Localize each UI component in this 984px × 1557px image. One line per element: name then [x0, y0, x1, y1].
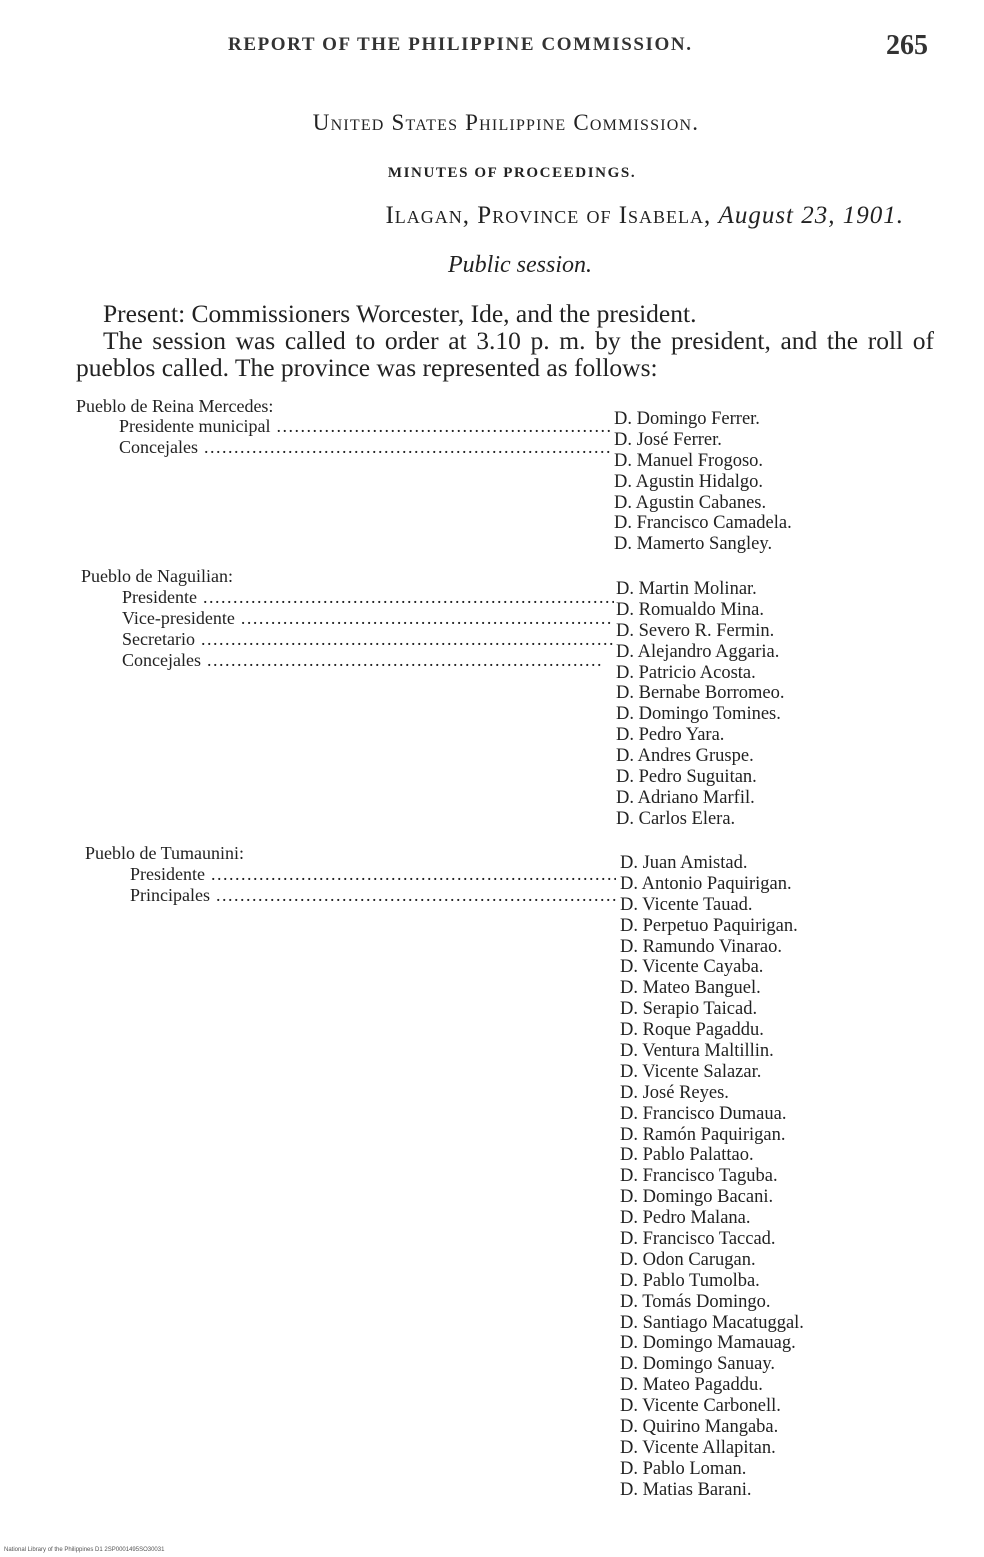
list-item: D. Pedro Yara. — [616, 725, 725, 746]
list-item: D. Mateo Banguel. — [620, 978, 761, 999]
role-label: Concejales ..... — [122, 650, 604, 671]
role-label: Concejales ..... — [119, 437, 613, 458]
list-item: D. Agustin Cabanes. — [614, 492, 767, 513]
list-item: D. Domingo Mamauag. — [620, 1333, 796, 1354]
list-item: D. Santiago Macatuggal. — [620, 1312, 804, 1333]
attendance-paragraph: Present: Commissioners Worcester, Ide, and the president. — [103, 299, 697, 328]
list-item: D. José Ferrer. — [614, 429, 722, 450]
list-item: D. Vicente Salazar. — [620, 1061, 762, 1082]
list-item: D. Romualdo Mina. — [616, 599, 764, 620]
pueblo-heading-reina-mercedes: Pueblo de Reina Mercedes: — [76, 396, 274, 416]
list-item: D. Pablo Palattao. — [620, 1145, 754, 1166]
list-item: D. Francisco Taccad. — [620, 1229, 776, 1250]
dateline-place: Ilagan, Province of Isabela, — [385, 202, 712, 229]
role-label: Presidente ..... — [130, 864, 616, 885]
list-item: D. Pablo Loman. — [620, 1458, 747, 1479]
list-item: D. Domingo Ferrer. — [614, 409, 760, 429]
list-item: D. Domingo Bacani. — [620, 1187, 774, 1208]
list-item: D. Manuel Frogoso. — [614, 450, 764, 471]
list-item: D. Francisco Taguba. — [620, 1166, 778, 1187]
list-item: D. Severo R. Fermin. — [616, 620, 775, 641]
list-item: D. Quirino Mangaba. — [620, 1417, 779, 1438]
list-item: D. Mateo Pagaddu. — [620, 1375, 763, 1396]
list-item: D. José Reyes. — [620, 1082, 729, 1103]
role-label: Principales ..... — [130, 885, 616, 906]
session-type: Public session. — [448, 252, 592, 278]
list-item: D. Ramundo Vinarao. — [620, 936, 782, 957]
role-label: Presidente ..... — [122, 587, 614, 608]
list-item: D. Matias Barani. — [620, 1479, 752, 1500]
dateline — [385, 202, 904, 230]
list-item: D. Bernabe Borromeo. — [616, 683, 785, 704]
list-item: D. Agustin Hidalgo. — [614, 471, 764, 492]
list-item: D. Adriano Marfil. — [616, 787, 755, 808]
name-list-reina-mercedes — [614, 409, 792, 555]
list-item: D. Francisco Camadela. — [614, 513, 792, 534]
session-paragraph: The session was called to order at 3.10 p. m. by the president, and the roll of pueblos called. The province was represented as follows: — [76, 326, 934, 382]
list-item: D. Vicente Cayaba. — [620, 957, 764, 978]
list-item: D. Patricio Acosta. — [616, 662, 756, 683]
list-item: D. Serapio Taicad. — [620, 999, 758, 1020]
page-number: 265 — [886, 30, 928, 61]
list-item: D. Alejandro Aggaria. — [616, 641, 780, 662]
source-watermark: National Library of the Philippines D1 2SP0001495SO30031 — [4, 1547, 165, 1553]
list-item: D. Odon Carugan. — [620, 1249, 756, 1270]
list-item: D. Domingo Sanuay. — [620, 1354, 776, 1375]
list-item: D. Pedro Malana. — [620, 1208, 751, 1229]
list-item: D. Perpetuo Paquirigan. — [620, 915, 798, 936]
name-list-tumaunini — [620, 853, 804, 1501]
list-item: D. Juan Amistad. — [620, 853, 748, 873]
commission-title: United States Philippine Commission. — [312, 110, 700, 135]
list-item: D. Carlos Elera. — [616, 808, 736, 829]
list-item: D. Vicente Tauad. — [620, 894, 753, 915]
list-item: D. Ventura Maltillin. — [620, 1041, 774, 1062]
name-list-naguilian — [616, 579, 785, 830]
list-item: D. Tomás Domingo. — [620, 1291, 771, 1312]
role-label: Presidente municipal ..... — [119, 416, 613, 437]
list-item: D. Antonio Paquirigan. — [620, 873, 792, 894]
list-item: D. Ramón Paquirigan. — [620, 1124, 786, 1145]
dateline-date: August 23, 1901. — [718, 202, 904, 229]
list-item: D. Vicente Carbonell. — [620, 1396, 781, 1417]
list-item: D. Martin Molinar. — [616, 579, 757, 599]
list-item: D. Andres Gruspe. — [616, 746, 754, 767]
list-item: D. Mamerto Sangley. — [614, 534, 773, 555]
pueblo-heading-naguilian: Pueblo de Naguilian: — [81, 566, 233, 586]
list-item: D. Pedro Suguitan. — [616, 767, 757, 788]
minutes-title: MINUTES OF PROCEEDINGS. — [387, 165, 637, 181]
list-item: D. Domingo Tomines. — [616, 704, 781, 725]
running-head: REPORT OF THE PHILIPPINE COMMISSION. — [228, 34, 693, 55]
list-item: D. Vicente Allapitan. — [620, 1437, 776, 1458]
list-item: D. Francisco Dumaua. — [620, 1103, 787, 1124]
list-item: D. Roque Pagaddu. — [620, 1020, 764, 1041]
role-label: Vice-presidente ..... — [122, 608, 614, 629]
pueblo-heading-tumaunini: Pueblo de Tumaunini: — [85, 843, 245, 863]
list-item: D. Pablo Tumolba. — [620, 1270, 760, 1291]
role-label: Secretario ..... — [122, 629, 614, 650]
